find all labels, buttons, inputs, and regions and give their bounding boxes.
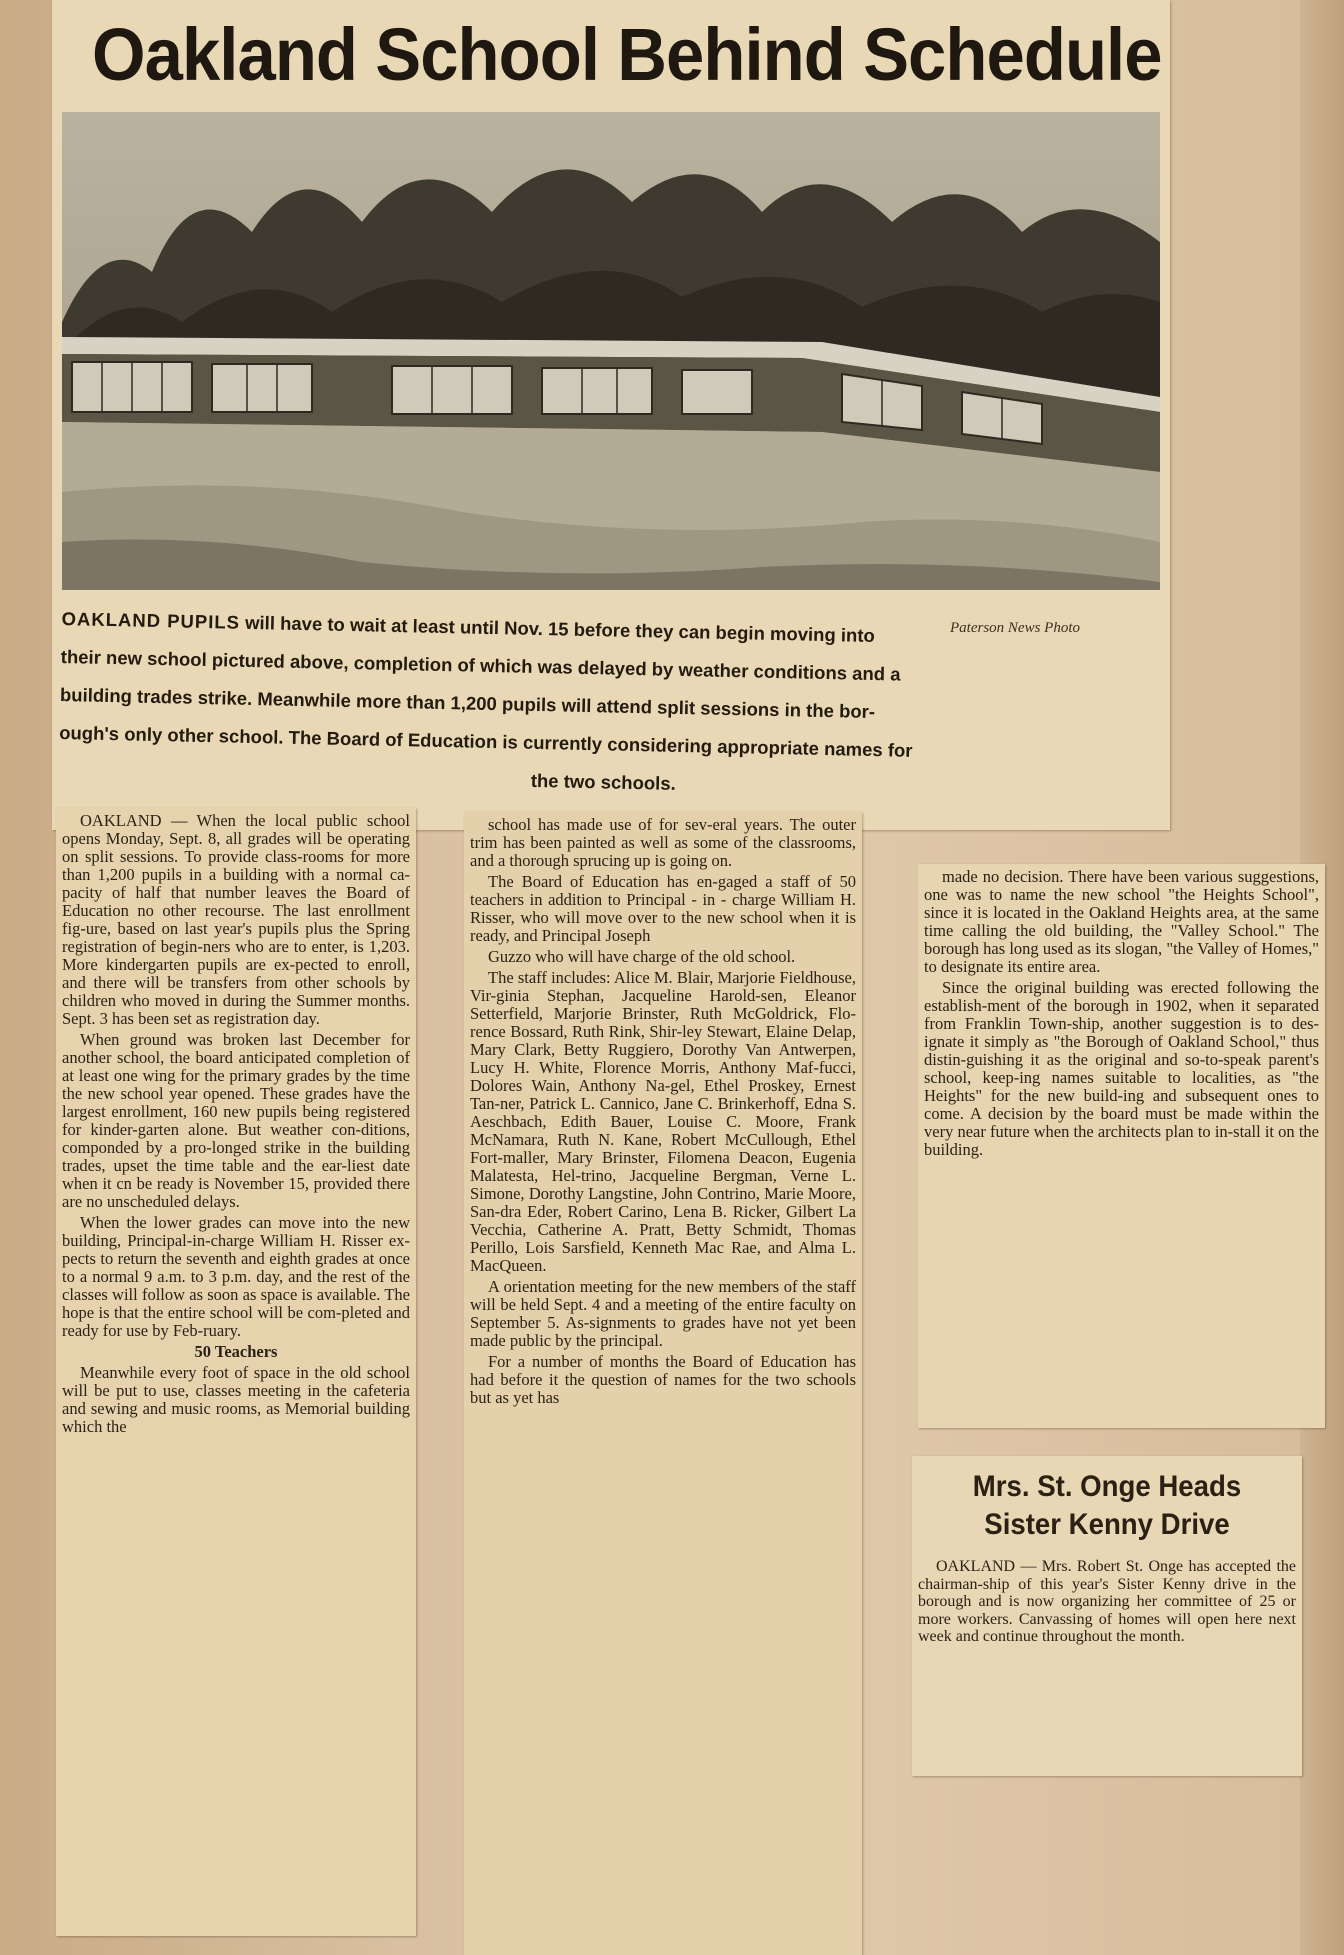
paragraph: The staff includes: Alice M. Blair, Marjorie Fieldhouse, Vir-ginia Stephan, Jacqueline Harold-sen, Eleanor Setterfield, Marjorie Brinster, Ruth McGoldrick, Flo-rence Bossard, Ruth Rink, Shir-ley Stewart, Elaine Delap, Mary Clark, Betty Ruggiero, Dorothy Van Antwerpen, Lucy H. White, Florence Morris, Anthony Maf-fucci, Dolores Wain, Anthony Na-gel, Ethel Proskey, Ernest Tan-ner, Patrick L. Cannico, Jane C. Brinkerhoff, Edna S. Aeschbach, Edith Bauer, Louise C. Moore, Frank McNamara, Ruth N. Kane, Robert McCullough, Ethel Fort-maller, Mary Brinster, Filomena Deacon, Eugenia Malatesta, Hel-trino, Jacqueline Bergman, Verne L. Simone, Dorothy Langstine, John Contrino, Marie Moore, San-dra Eder, Robert Carino, Lena B. Ricker, Gilbert La Vecchia, Catherine A. Pratt, Betty Schmidt, Thomas Perillo, Lois Sarsfield, Kenneth Mac Rae, and Alma L. MacQueen. xyxy=(470,968,856,1275)
school-photo xyxy=(62,112,1160,590)
caption-line-2: their new school pictured above, completion of which was delayed by weather conditions and a xyxy=(60,645,901,685)
article-column-2 xyxy=(464,812,862,1955)
paragraph: When ground was broken last December for another school, the board anticipated completion of at least one wing for the primary grades by the time the new school year opened. These grades have the largest enrollment, 160 new pupils being registered for kinder-garten alone. But weather con-ditions, componded by a pro-longed strike in the building trades, upset the time table and the ear-liest date when it cn be ready is November 15, provided there are no unscheduled delays. xyxy=(62,1030,410,1211)
paragraph: Meanwhile every foot of space in the old school will be put to use, classes meeting in the cafeteria and sewing and music rooms, as Memorial building which the xyxy=(62,1363,410,1436)
school-building-illustration xyxy=(62,112,1160,590)
caption-line-3: building trades strike. Meanwhile more than 1,200 pupils will attend split sessions in the bor- xyxy=(59,683,876,723)
headline: Oakland School Behind Schedule xyxy=(92,13,1162,96)
paragraph: OAKLAND — Mrs. Robert St. Onge has accepted the chairman-ship of this year's Sister Kenny drive in the borough and is now organizing her committee of 25 or more workers. Canvassing of homes will open here next week and continue throughout the month. xyxy=(918,1558,1296,1645)
caption-line-5: the two schools. xyxy=(530,769,676,794)
paragraph: school has made use of for sev-eral years. The outer trim has been painted as well as some of the classrooms, and a thorough sprucing up is going on. xyxy=(470,815,856,870)
paragraph: For a number of months the Board of Education has had before it the question of names for the two schools but as yet has xyxy=(470,1352,856,1407)
caption-line-4: ough's only other school. The Board of Education is currently considering appropriate names for xyxy=(59,721,913,761)
photo-caption xyxy=(58,600,1152,833)
subheading: 50 Teachers xyxy=(194,1342,278,1361)
article-column-1 xyxy=(56,808,416,1936)
paragraph: made no decision. There have been various suggestions, one was to name the new school "the Heights School", since it is located in the Oakland Heights area, at the same time calling the old building, the "Valley School." The borough has long used as its slogan, "the Valley of Homes," to designate its entire area. xyxy=(924,867,1319,976)
second-headline-line-2: Sister Kenny Drive xyxy=(984,1508,1230,1541)
paragraph: Guzzo who will have charge of the old school. xyxy=(488,947,796,966)
paragraph: OAKLAND — When the local public school opens Monday, Sept. 8, all grades will be operating on split sessions. To provide class-rooms for more than 1,200 pupils in a building with a normal ca-pacity of half that number leaves the Board of Education no other recourse. The last enrollment fig-ure, based on last year's pupils plus the Spring registration of begin-ners who are to enter, is 1,203. More kindergarten pupils are ex-pected to enroll, and there will be transfers from other schools by children who moved in during the Summer months. Sept. 3 has been set as registration day. xyxy=(62,811,410,1028)
caption-line-1-rest: will have to wait at least until Nov. 15 before they can begin moving into xyxy=(239,611,876,647)
paragraph: Since the original building was erected following the establish-ment of the borough in 1902, when it separated from Franklin Town-ship, another suggestion is to des-ignate it simply as "the Borough of Oakland School," thus distin-guishing it as the original and so-to-speak parent's school, keep-ing names suitable to localities, as "the Heights" for the new build-ing and subsequent ones to come. A decision by the board must be made within the very near future when the architects plan to in-stall it on the building. xyxy=(924,978,1319,1159)
paragraph: The Board of Education has en-gaged a staff of 50 teachers in addition to Principal - in - charge William H. Risser, who will move over to the new school when it is ready, and Principal Joseph xyxy=(470,872,856,945)
paragraph: A orientation meeting for the new members of the staff will be held Sept. 4 and a meeting of the entire faculty on September 5. As-signments to grades have not yet been made public by the principal. xyxy=(470,1277,856,1350)
caption-lead: OAKLAND PUPILS xyxy=(61,607,241,633)
photo-credit: Paterson News Photo xyxy=(950,620,1080,636)
second-headline xyxy=(933,1468,1281,1544)
article-column-3 xyxy=(918,864,1325,1428)
sister-kenny-clipping xyxy=(912,1456,1302,1776)
paragraph: When the lower grades can move into the new building, Principal-in-charge William H. Risser ex-pects to return the seventh and eighth grades at once to a normal 9 a.m. to 3 p.m. day, and the rest of the classes will follow as soon as space is available. The hope is that the entire school will be com-pleted and ready for use by Feb-ruary. xyxy=(62,1213,410,1340)
second-headline-line-1: Mrs. St. Onge Heads xyxy=(972,1470,1242,1503)
